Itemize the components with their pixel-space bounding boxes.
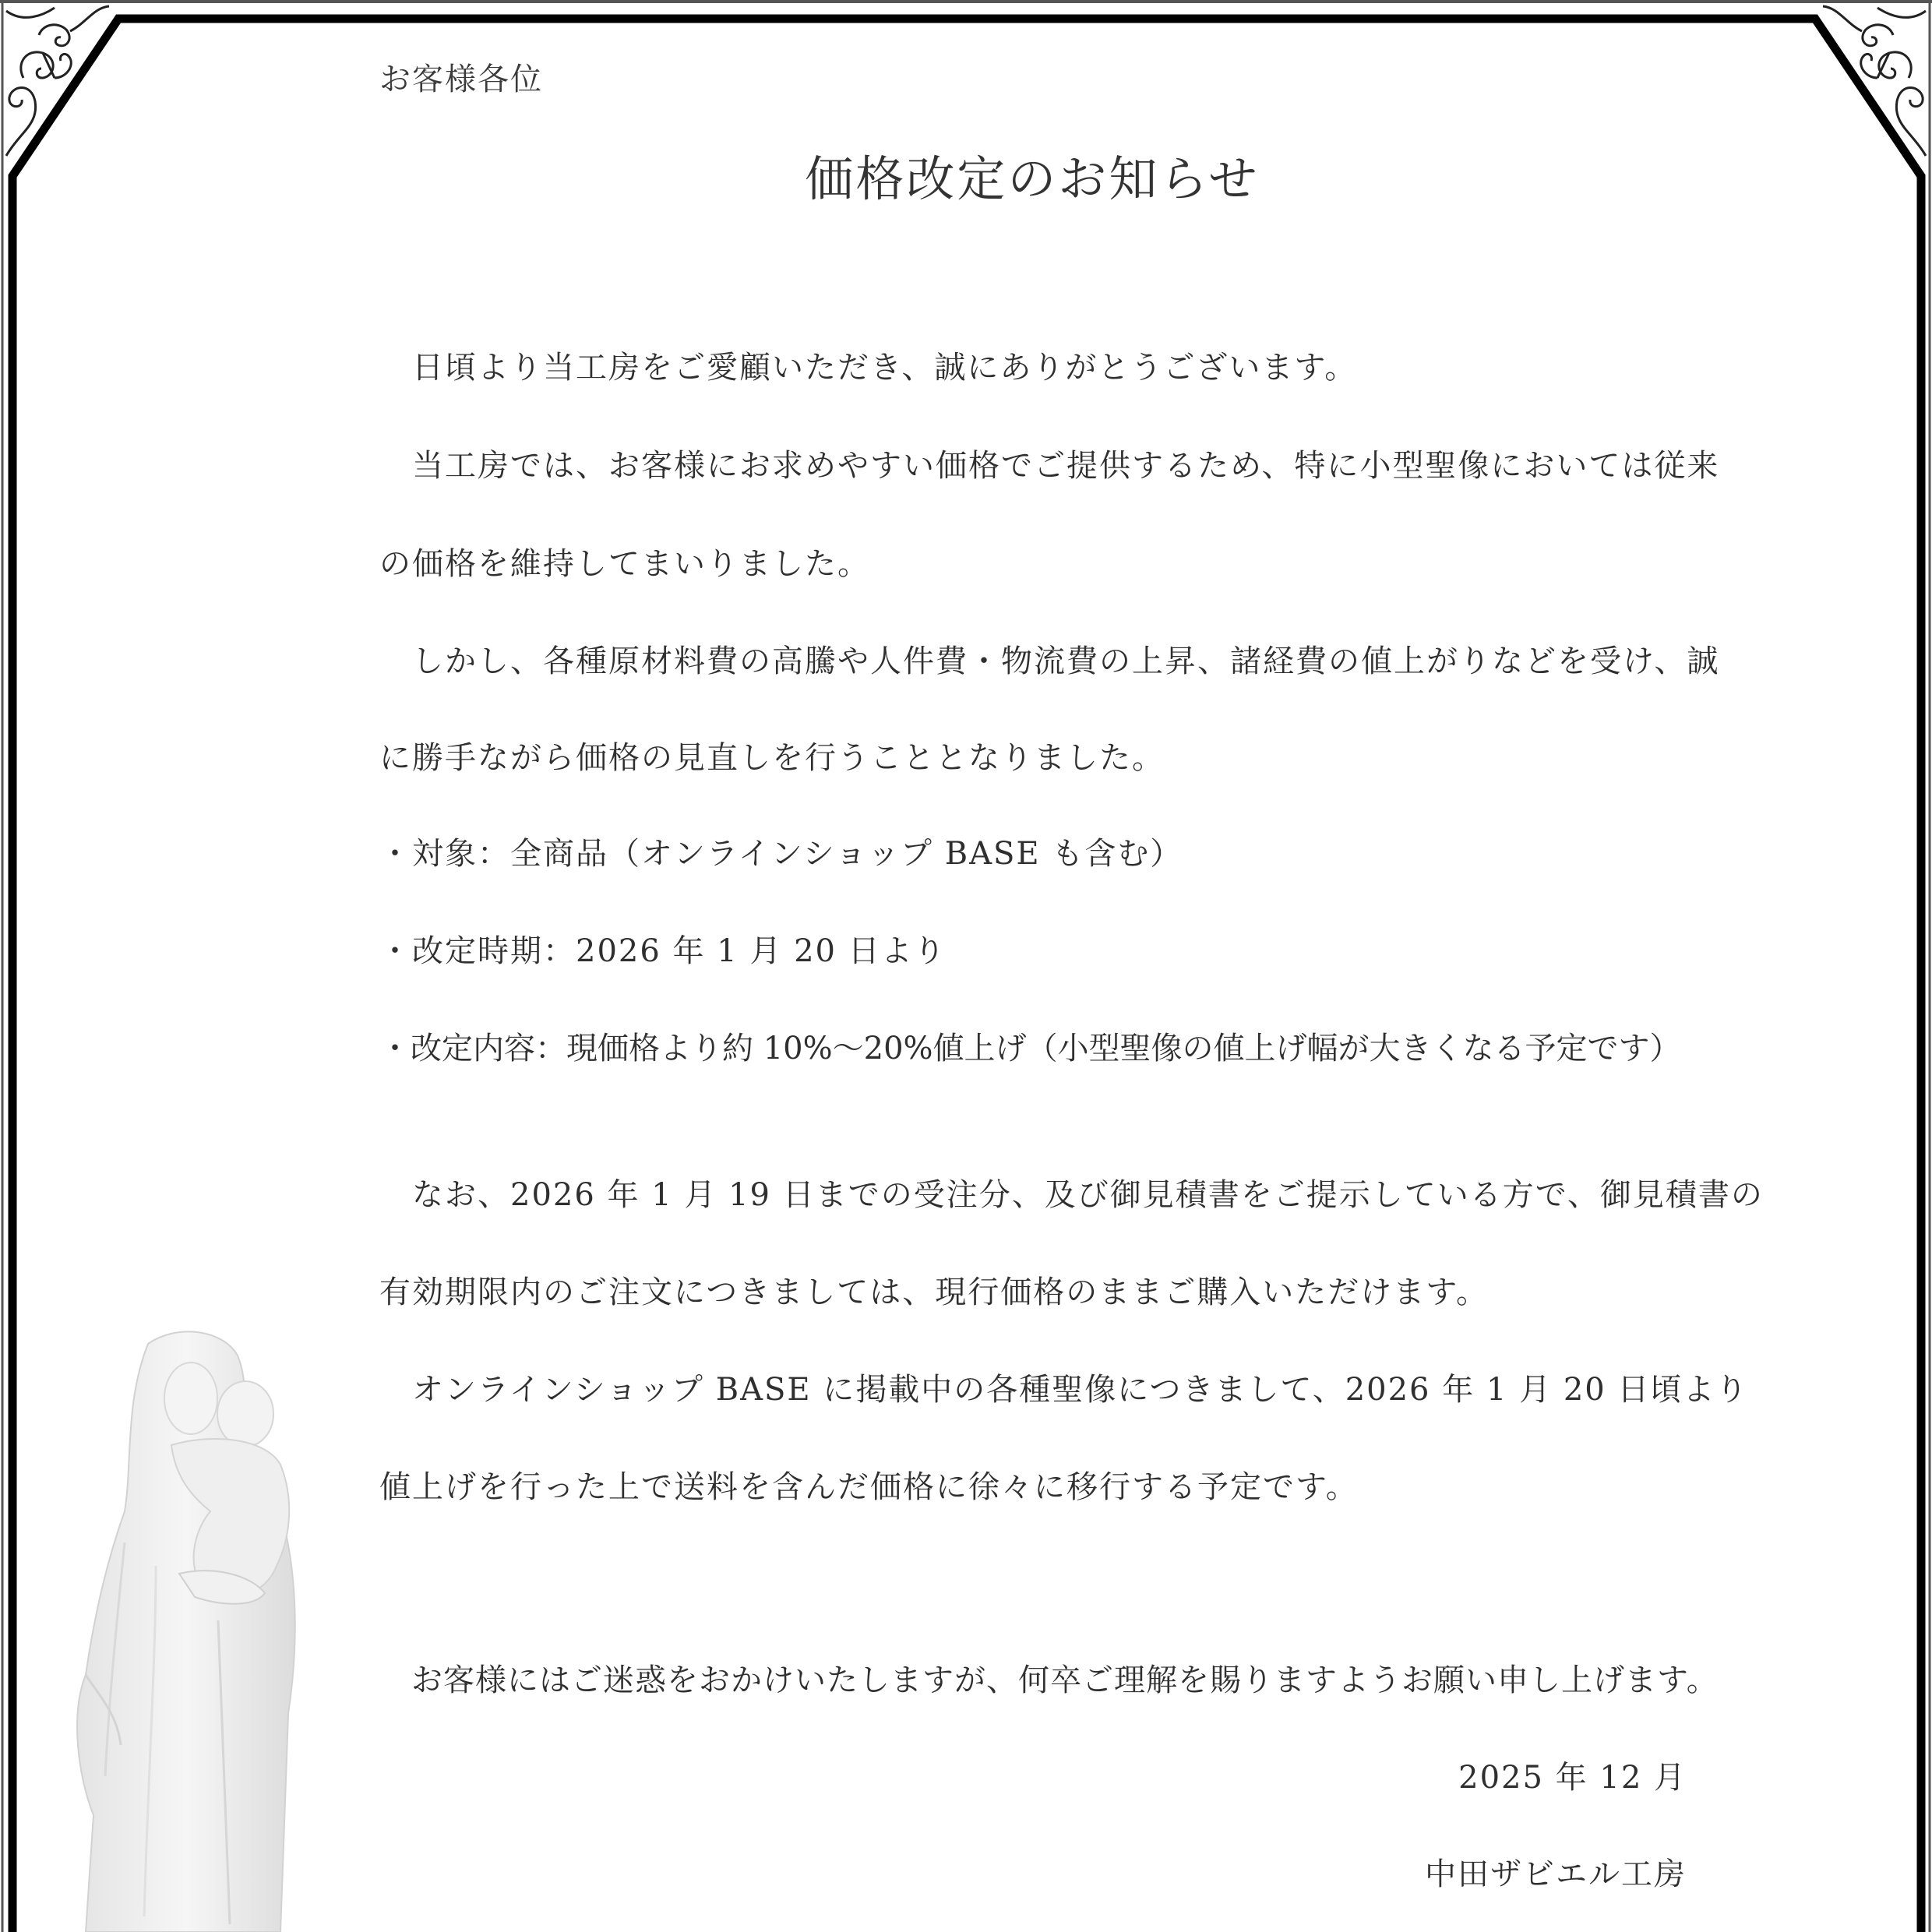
note-line: 有効期限内のご注文につきましては、現行価格のままご購入いただけます。 (379, 1274, 1489, 1310)
paragraph-line: に勝手ながら価格の見直しを行うこととなりました。 (379, 740, 1165, 776)
date: 2025 年 12 月 (1458, 1760, 1687, 1796)
signature: 中田ザビエル工房 (1425, 1856, 1687, 1892)
detail-target: ・対象：全商品（オンラインショップ BASE も含む） (379, 836, 1183, 872)
detail-effective-date: ・改定時期：2026 年 1 月 20 日より (379, 933, 947, 969)
salutation: お客様各位 (379, 62, 543, 97)
note-line: なお、2026 年 1 月 19 日までの受注分、及び御見積書をご提示している方で、御見積書の (379, 1177, 1764, 1213)
detail-revision-content: ・改定内容：現価格より約 10%～20%値上げ（小型聖像の値上げ幅が大きくなる予定です） (379, 1031, 1681, 1066)
paragraph-line: の価格を維持してまいりました。 (379, 546, 870, 582)
notice-title: 価格改定のお知らせ (805, 150, 1260, 207)
note-line: 値上げを行った上で送料を含んだ価格に徐々に移行する予定です。 (379, 1469, 1359, 1505)
corner-ornament-right (1823, 6, 1926, 156)
paragraph-line: 当工房では、お客様にお求めやすい価格でご提供するため、特に小型聖像においては従来 (379, 448, 1720, 484)
paragraph-line: しかし、各種原材料費の高騰や人件費・物流費の上昇、諸経費の値上がりなどを受け、誠 (379, 643, 1720, 679)
corner-ornament-left (6, 6, 109, 156)
closing-line: お客様にはご迷惑をおかけいたしますが、何卒ご理解を賜りますようお願い申し上げます。 (379, 1662, 1719, 1698)
note-line: オンラインショップ BASE に掲載中の各種聖像につきまして、2026 年 1 月 20 日頃より (379, 1372, 1749, 1408)
madonna-statue-image (31, 1309, 343, 1932)
paragraph-line: 日頃より当工房をご愛顧いただき、誠にありがとうございます。 (379, 350, 1358, 386)
